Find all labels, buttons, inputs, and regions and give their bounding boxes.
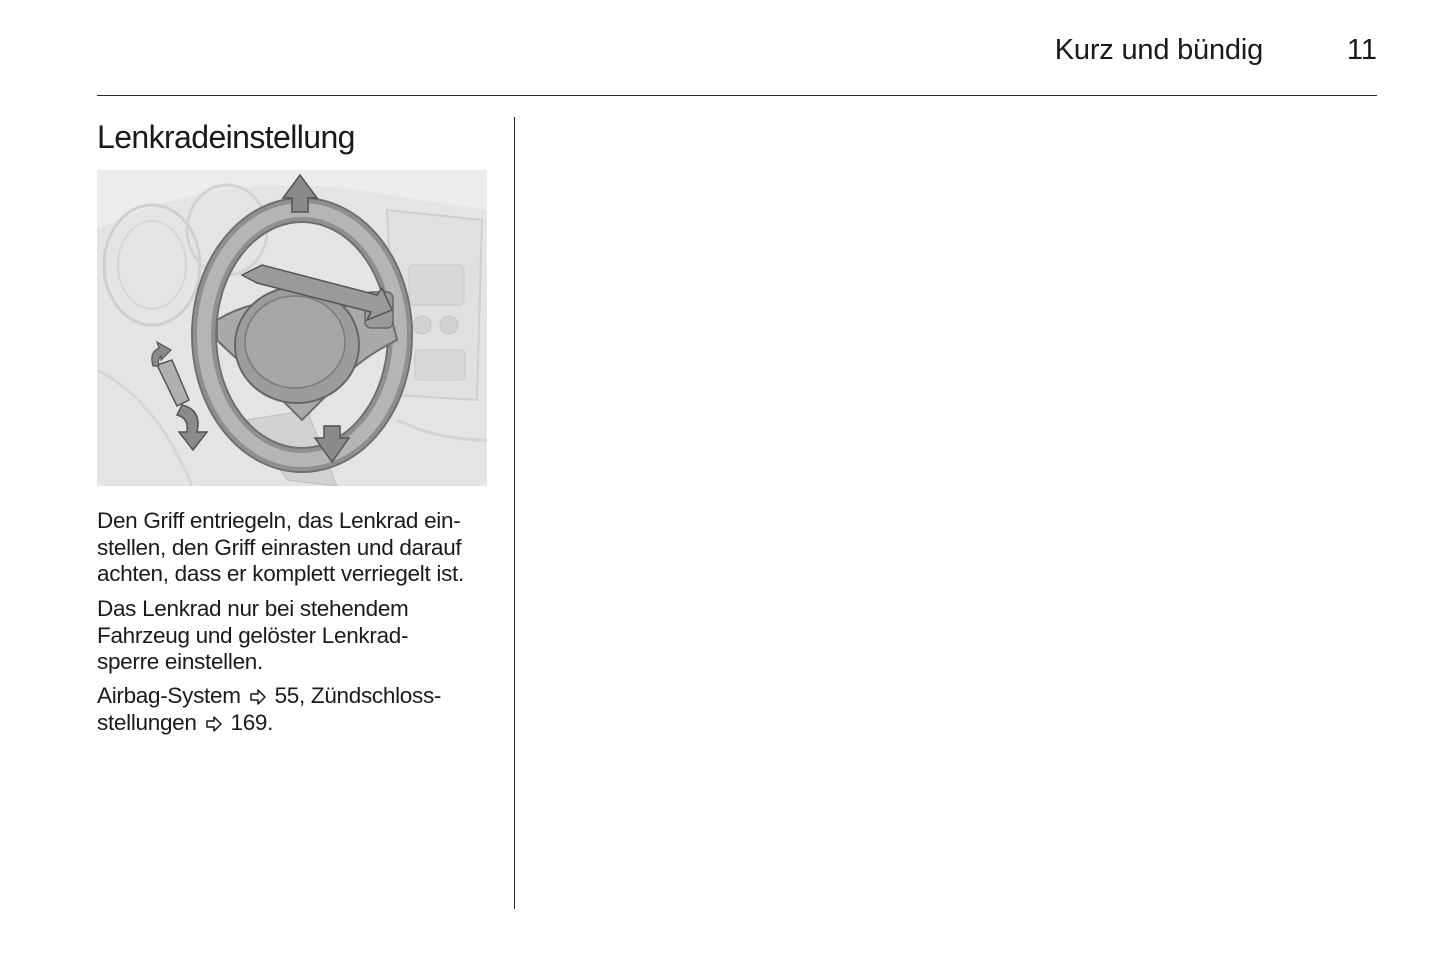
text-line: Das Lenkrad nur bei stehendem	[97, 596, 409, 621]
column-divider	[514, 117, 515, 909]
text-line: Fahrzeug und gelöster Lenkrad-	[97, 622, 409, 648]
header-divider	[97, 95, 1377, 96]
text-line: Den Griff entriegeln, das Lenkrad ein-	[97, 508, 461, 533]
steering-wheel-illustration	[97, 170, 487, 486]
xref-label-airbag: Airbag-System	[97, 683, 241, 708]
xref-page-airbag[interactable]: 55, Zündschloss-	[274, 683, 442, 708]
text-line: achten, dass er komplett verriegelt ist.	[97, 561, 464, 586]
paragraph-cross-references	[97, 683, 497, 736]
section-title: Lenkradeinstellung	[97, 119, 355, 155]
text-line	[97, 683, 497, 710]
text-line	[97, 710, 497, 737]
chapter-title: Kurz und bündig	[1054, 34, 1263, 66]
page-reference-arrow-icon	[205, 715, 223, 733]
xref-label-ignition: stellungen	[97, 709, 197, 735]
xref-page-ignition[interactable]: 169.	[230, 709, 274, 735]
page-number: 11	[1346, 34, 1377, 66]
steering-wheel-adjustment-icon	[97, 170, 487, 486]
paragraph-stationary-vehicle	[97, 596, 497, 676]
text-line: sperre einstellen.	[97, 649, 263, 674]
page-reference-arrow-icon	[249, 688, 267, 706]
text-line: stellen, den Griff einrasten und darauf	[97, 534, 462, 560]
paragraph-unlock-adjust	[97, 508, 497, 588]
